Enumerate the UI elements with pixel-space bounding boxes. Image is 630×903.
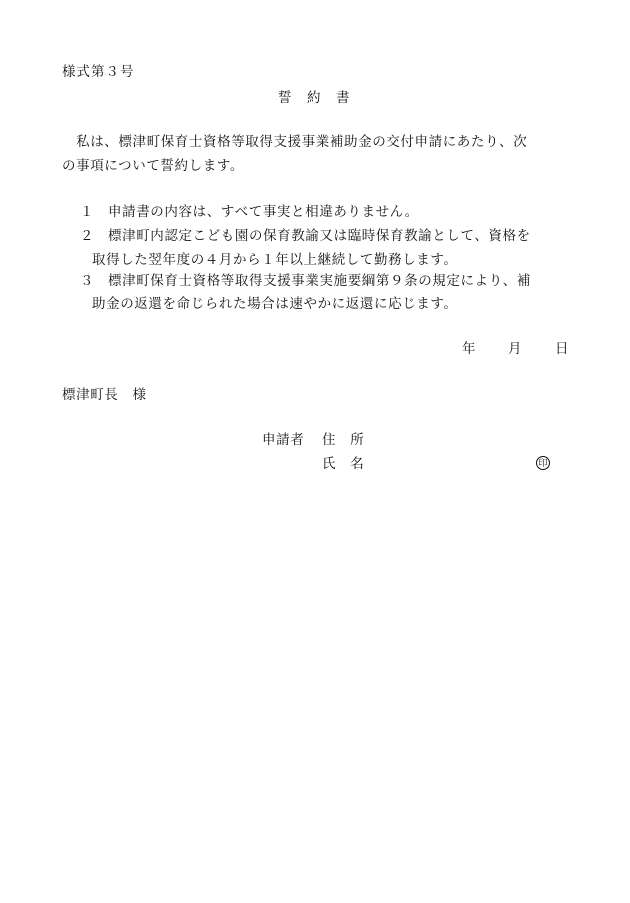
pledge-item-continuation: 助金の返還を命じられた場合は速やかに返還に応じます。 [92, 296, 458, 312]
intro-line-1: 私は、標津町保育士資格等取得支援事業補助金の交付申請にあたり、次 [62, 134, 528, 150]
address-label: 住 所 [322, 432, 365, 448]
pledge-item-number: ３ [80, 273, 94, 289]
document-title: 誓 約 書 [278, 90, 351, 106]
date-year-label: 年 [462, 341, 476, 357]
pledge-item-continuation: 取得した翌年度の４月から１年以上継続して勤務します。 [92, 252, 458, 268]
applicant-label: 申請者 [262, 432, 305, 448]
pledge-item-text: 申請書の内容は、すべて事実と相違ありません。 [108, 204, 419, 220]
name-label: 氏 名 [322, 456, 365, 472]
pledge-item-text: 標津町保育士資格等取得支援事業実施要綱第９条の規定により、補 [108, 273, 531, 289]
seal-mark-icon: 印 [536, 456, 550, 470]
pledge-item-number: ２ [80, 228, 94, 244]
recipient: 標津町長 様 [62, 387, 147, 403]
intro-line-2: の事項について誓約します。 [62, 158, 244, 174]
date-day-label: 日 [555, 341, 569, 357]
form-number: 様式第３号 [62, 64, 135, 80]
pledge-item-text: 標津町内認定こども園の保育教諭又は臨時保育教諭として、資格を [108, 228, 531, 244]
date-month-label: 月 [508, 341, 522, 357]
pledge-item-number: １ [80, 204, 94, 220]
